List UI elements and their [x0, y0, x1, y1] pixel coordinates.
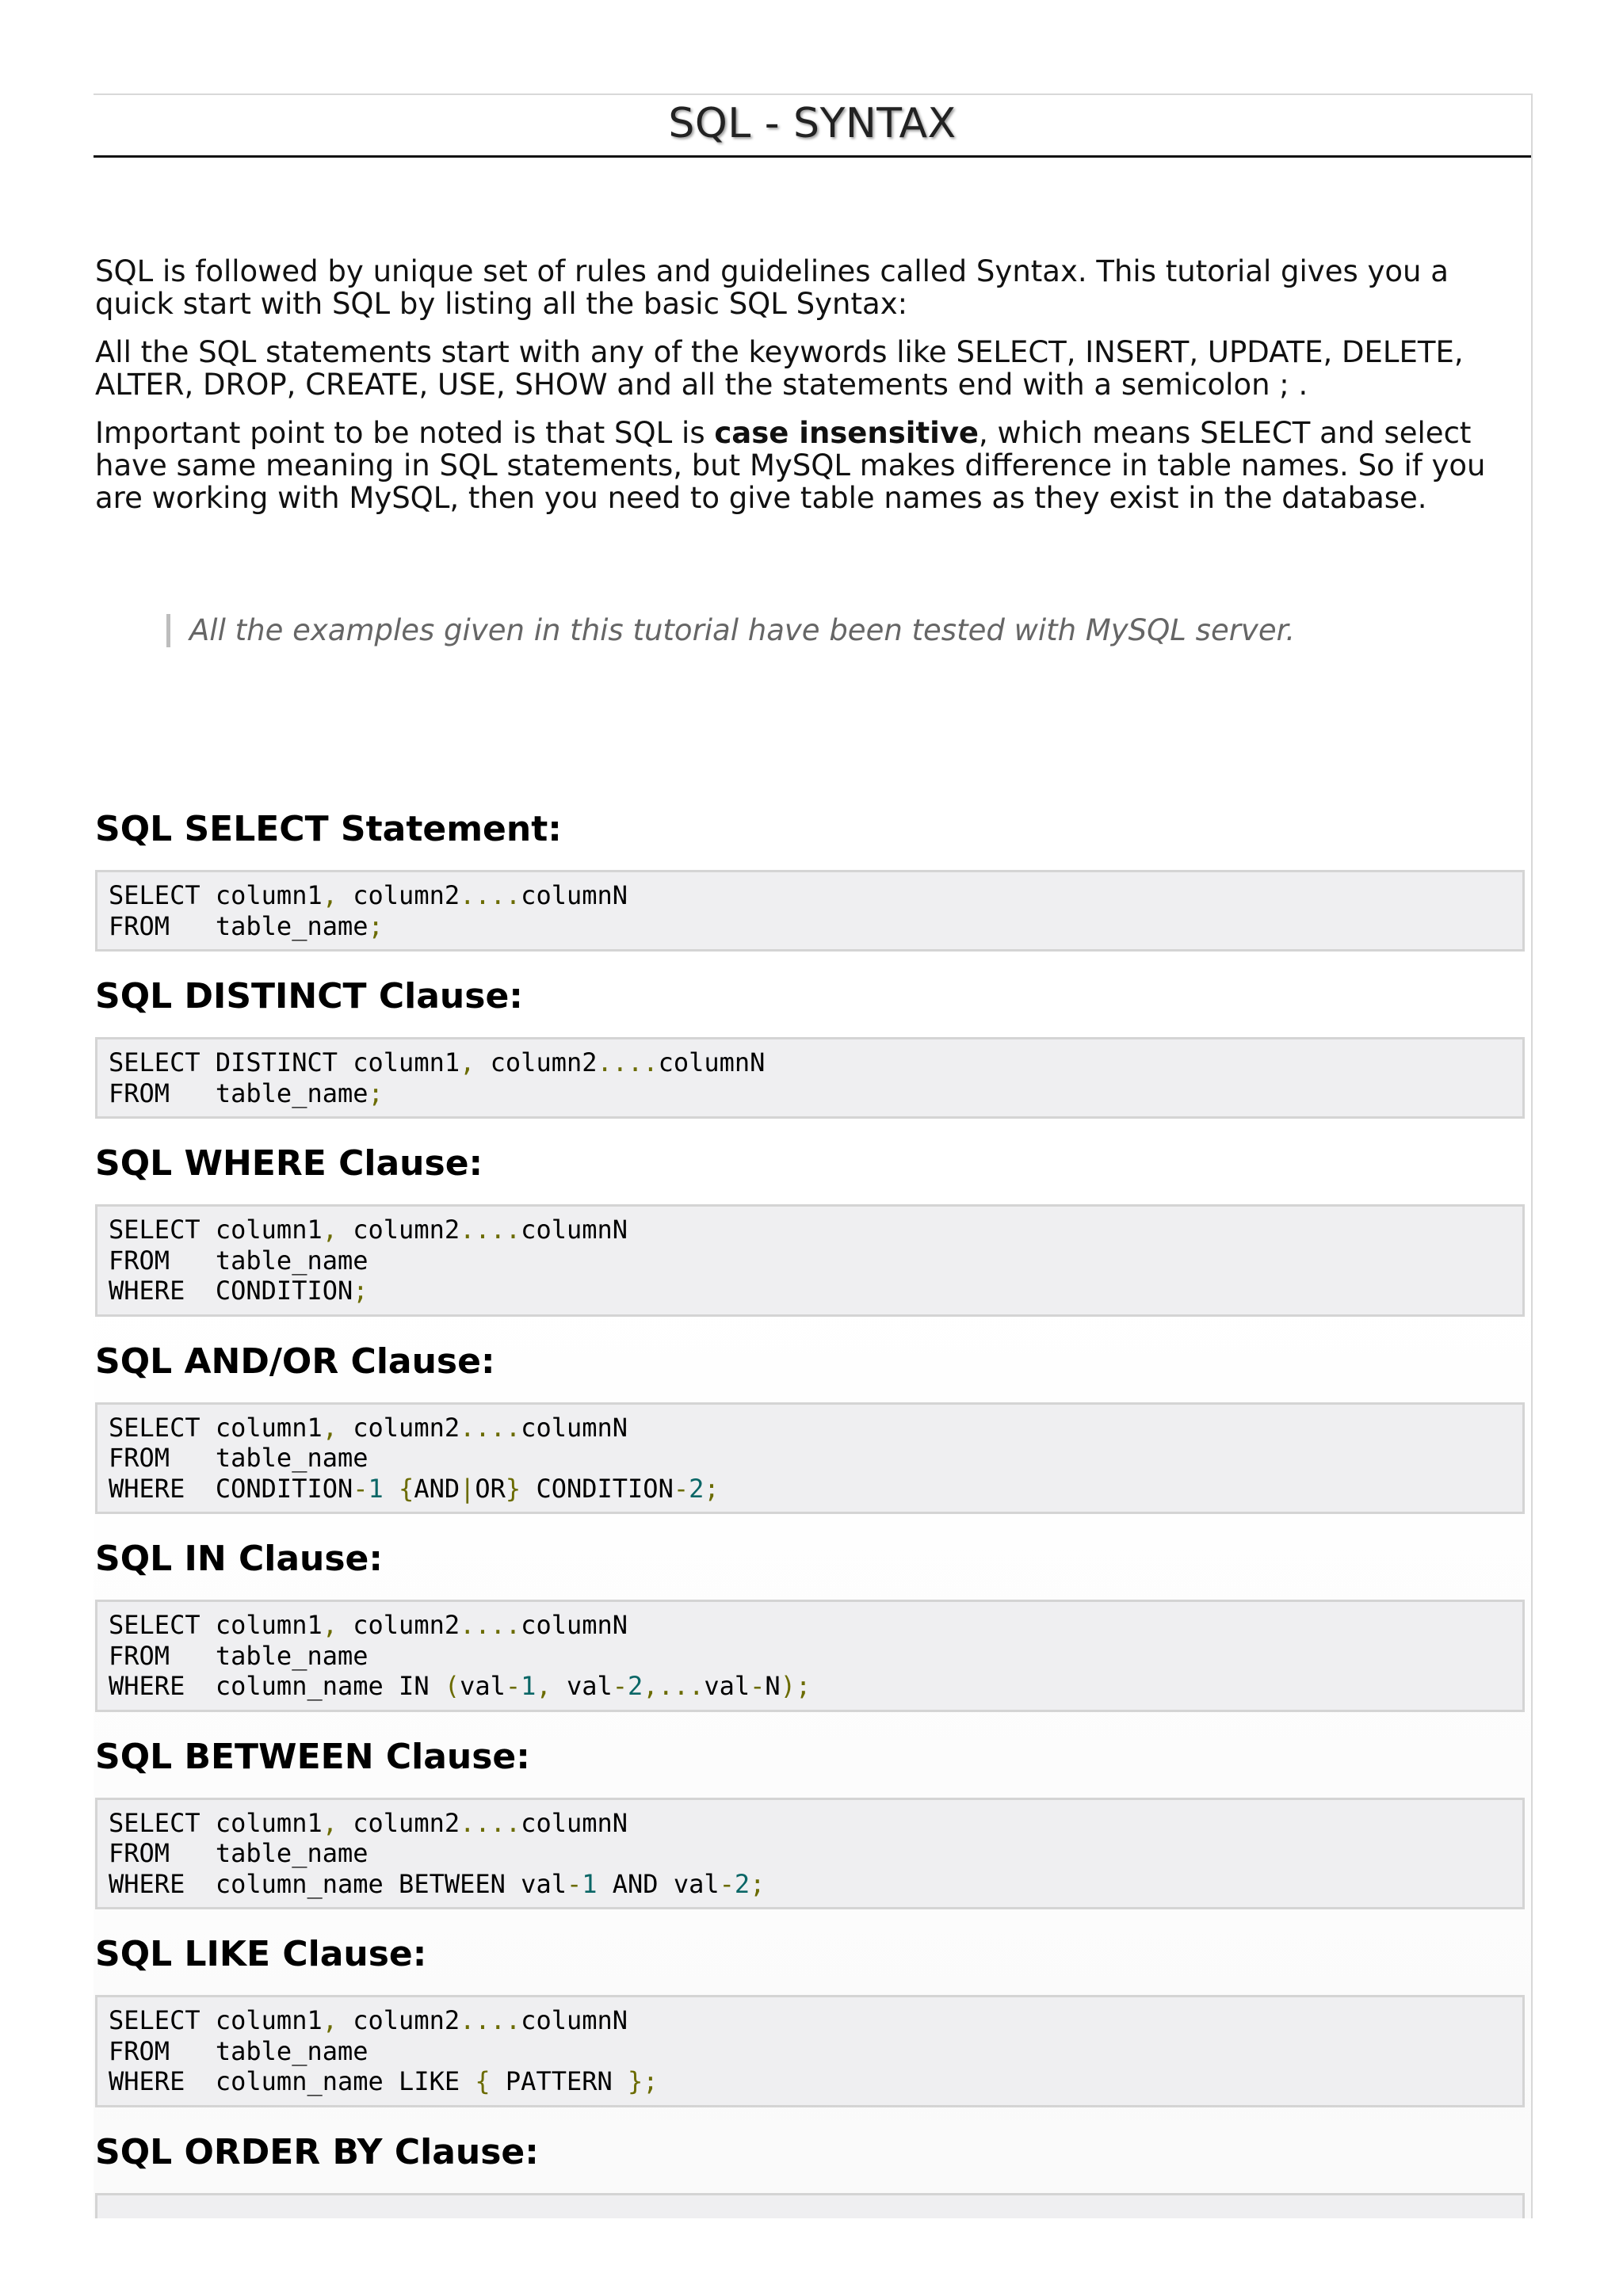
- code-line: [109, 1413, 1522, 1444]
- code-text: columnN: [521, 1215, 628, 1245]
- code-number: 1: [582, 1868, 598, 1899]
- code-punctuation: ,: [322, 1412, 338, 1443]
- code-text: columnN: [521, 1610, 628, 1640]
- code-punctuation: ;: [368, 1077, 384, 1108]
- code-punctuation: {: [475, 2066, 491, 2096]
- intro-paragraph-3-end: , which means SELECT and select have same meaning in SQL statements, but MySQL makes difference in table names. So if you are working with MySQL, then you need to give table names as they exist in the database.: [95, 416, 1486, 515]
- code-punctuation: ;: [353, 1276, 369, 1306]
- section-heading: SQL ORDER BY Clause:: [95, 2131, 539, 2172]
- section-heading: SQL DISTINCT Clause:: [95, 976, 523, 1016]
- code-punctuation: ,: [322, 2005, 338, 2035]
- code-punctuation: ....: [597, 1047, 659, 1077]
- code-punctuation: ;: [750, 1868, 766, 1899]
- code-text: val: [551, 1671, 613, 1701]
- code-block-cut-off: [95, 2193, 1525, 2219]
- code-line: [109, 1047, 1522, 1078]
- code-punctuation: ;: [704, 1473, 720, 1504]
- code-text: SELECT column1: [109, 2005, 323, 2035]
- note-quote: All the examples given in this tutorial have been tested with MySQL server.: [166, 614, 1295, 647]
- code-line: [109, 1869, 1522, 1900]
- code-text: column2: [337, 1610, 460, 1640]
- section-heading: SQL AND/OR Clause:: [95, 1341, 495, 1382]
- section-heading: SQL LIKE Clause:: [95, 1934, 427, 1974]
- code-text: WHERE CONDITION: [109, 1473, 353, 1504]
- code-text: AND: [414, 1473, 460, 1504]
- code-text: WHERE column_name LIKE: [109, 2066, 475, 2096]
- code-line: [109, 1610, 1522, 1641]
- code-text: WHERE column_name IN: [109, 1671, 445, 1701]
- code-text: OR: [475, 1473, 506, 1504]
- code-text: SELECT column1: [109, 1807, 323, 1838]
- code-block: [95, 1402, 1525, 1515]
- code-text: columnN: [521, 2005, 628, 2035]
- section-heading: SQL BETWEEN Clause:: [95, 1736, 530, 1777]
- code-line: [109, 1641, 1522, 1672]
- title-bar: [94, 95, 1531, 158]
- code-punctuation: {: [399, 1473, 414, 1504]
- code-punctuation: }: [505, 1473, 521, 1504]
- code-text: columnN: [521, 1412, 628, 1443]
- section-heading: SQL SELECT Statement:: [95, 809, 562, 849]
- code-text: SELECT column1: [109, 1412, 323, 1443]
- code-text: N: [765, 1671, 781, 1701]
- code-text: FROM table_name: [109, 1838, 369, 1868]
- code-punctuation: ,: [460, 1047, 475, 1077]
- code-line: [109, 911, 1522, 942]
- code-text: column2: [337, 1807, 460, 1838]
- code-text: PATTERN: [490, 2066, 628, 2096]
- code-text: val: [460, 1671, 506, 1701]
- code-text: column2: [475, 1047, 598, 1077]
- code-text: FROM table_name: [109, 1443, 369, 1473]
- code-punctuation: ....: [460, 880, 521, 910]
- code-punctuation: -: [673, 1473, 689, 1504]
- code-punctuation: -: [719, 1868, 735, 1899]
- code-punctuation: -: [566, 1868, 582, 1899]
- code-text: AND val: [597, 1868, 720, 1899]
- code-line: [109, 1671, 1522, 1702]
- code-punctuation: };: [628, 2066, 659, 2096]
- code-block: [95, 1204, 1525, 1317]
- case-insensitive-emphasis: case insensitive: [714, 416, 980, 450]
- intro: [95, 255, 1529, 530]
- code-text: column2: [337, 2005, 460, 2035]
- code-block: [95, 1798, 1525, 1910]
- code-text: column2: [337, 1412, 460, 1443]
- code-text: SELECT column1: [109, 1610, 323, 1640]
- code-text: column2: [337, 1215, 460, 1245]
- code-punctuation: ,: [322, 1215, 338, 1245]
- code-block: [95, 1995, 1525, 2107]
- code-line: [109, 1276, 1522, 1306]
- code-punctuation: -: [750, 1671, 766, 1701]
- code-text: CONDITION: [521, 1473, 674, 1504]
- code-line: [109, 2005, 1522, 2036]
- code-line: [109, 1443, 1522, 1474]
- code-punctuation: ....: [460, 1412, 521, 1443]
- code-punctuation: |: [460, 1473, 475, 1504]
- code-punctuation: -: [505, 1671, 521, 1701]
- intro-paragraph-1: SQL is followed by unique set of rules and guidelines called Syntax. This tutorial gives you a quick start with SQL by listing all the basic SQL Syntax:: [95, 254, 1449, 321]
- code-number: 2: [628, 1671, 643, 1701]
- code-punctuation: -: [612, 1671, 628, 1701]
- code-punctuation: (: [444, 1671, 460, 1701]
- code-text: columnN: [521, 1807, 628, 1838]
- code-block: [95, 870, 1525, 952]
- code-punctuation: ,: [322, 880, 338, 910]
- section-heading: SQL IN Clause:: [95, 1539, 383, 1579]
- code-line: [109, 1808, 1522, 1839]
- code-punctuation: ,...: [643, 1671, 705, 1701]
- intro-paragraph-2: All the SQL statements start with any of the keywords like SELECT, INSERT, UPDATE, DELETE, ALTER, DROP, CREATE, USE, SHOW and all the statements end with a semicolon ; .: [95, 335, 1464, 402]
- code-punctuation: ....: [460, 1610, 521, 1640]
- code-text: SELECT column1: [109, 880, 323, 910]
- page-title: SQL - SYNTAX: [668, 100, 957, 147]
- code-line: [109, 2036, 1522, 2067]
- code-text: FROM table_name: [109, 2035, 369, 2066]
- code-text: columnN: [521, 880, 628, 910]
- code-line: [109, 1474, 1522, 1505]
- code-block: [95, 1600, 1525, 1712]
- code-punctuation: ,: [322, 1807, 338, 1838]
- code-text: val: [704, 1671, 750, 1701]
- code-punctuation: -: [353, 1473, 369, 1504]
- code-number: 2: [734, 1868, 750, 1899]
- code-number: 2: [689, 1473, 705, 1504]
- code-text: columnN: [658, 1047, 766, 1077]
- section-heading: SQL WHERE Clause:: [95, 1143, 483, 1184]
- code-line: [109, 880, 1522, 911]
- code-punctuation: ....: [460, 1215, 521, 1245]
- code-text: SELECT column1: [109, 1215, 323, 1245]
- code-text: column2: [337, 880, 460, 910]
- code-number: 1: [521, 1671, 537, 1701]
- code-number: 1: [368, 1473, 384, 1504]
- code-punctuation: ....: [460, 2005, 521, 2035]
- code-text: SELECT DISTINCT column1: [109, 1047, 460, 1077]
- code-line: [109, 2066, 1522, 2097]
- code-line: [109, 1215, 1522, 1245]
- code-punctuation: ,: [322, 1610, 338, 1640]
- code-punctuation: ;: [368, 910, 384, 941]
- intro-paragraph-3-start: Important point to be noted is that SQL is: [95, 416, 715, 450]
- code-line: [109, 1078, 1522, 1109]
- code-text: FROM table_name: [109, 910, 369, 941]
- code-text: [384, 1474, 399, 1504]
- code-punctuation: ,: [536, 1671, 552, 1701]
- code-block: [95, 1037, 1525, 1119]
- document-page: [94, 93, 1533, 2218]
- syntax-sections: [95, 808, 1525, 2218]
- code-text: FROM table_name: [109, 1640, 369, 1671]
- code-punctuation: ....: [460, 1807, 521, 1838]
- code-text: FROM table_name: [109, 1245, 369, 1276]
- intro-paragraph-3: [95, 417, 1529, 514]
- code-text: WHERE column_name BETWEEN val: [109, 1868, 567, 1899]
- code-punctuation: );: [780, 1671, 812, 1701]
- code-line: [109, 1245, 1522, 1276]
- code-line: [109, 1838, 1522, 1869]
- code-text: FROM table_name: [109, 1077, 369, 1108]
- code-text: WHERE CONDITION: [109, 1276, 353, 1306]
